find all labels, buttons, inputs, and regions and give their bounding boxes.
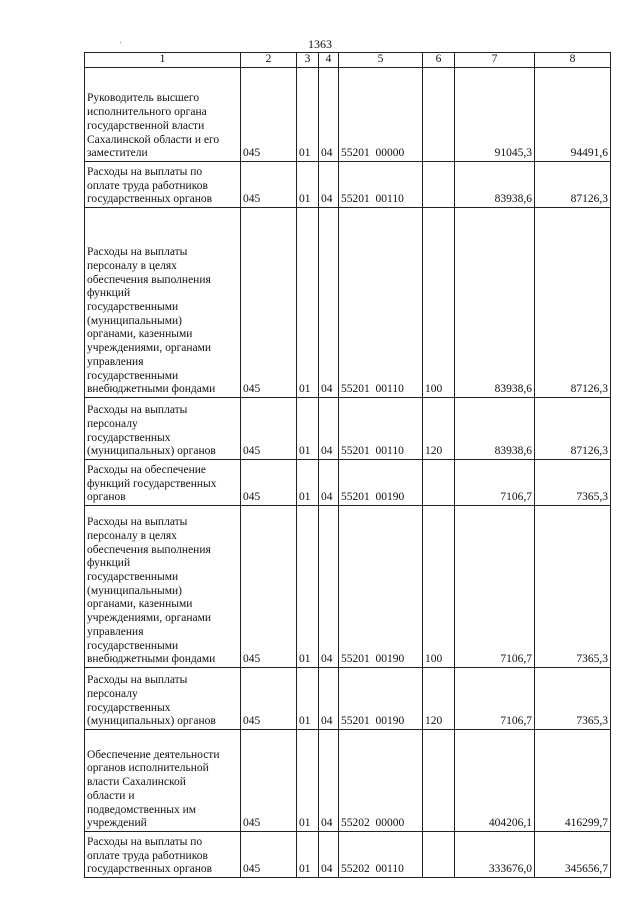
amount-year-1: 7106,7 <box>455 460 535 506</box>
subsection-code: 04 <box>319 460 339 506</box>
target-article: 55202 00110 <box>339 832 423 878</box>
expense-type: 120 <box>423 668 455 730</box>
section-code: 01 <box>297 730 319 832</box>
amount-year-2: 87126,3 <box>535 398 611 460</box>
section-code: 01 <box>297 506 319 668</box>
table-row <box>85 162 611 208</box>
subsection-code: 04 <box>319 68 339 162</box>
section-code: 01 <box>297 460 319 506</box>
amount-year-1: 91045,3 <box>455 68 535 162</box>
table-row <box>85 668 611 730</box>
column-header-1: 1 <box>85 53 241 68</box>
row-name: Расходы на выплаты по оплате труда работников государственных органов <box>85 162 241 208</box>
amount-year-1: 83938,6 <box>455 162 535 208</box>
table-row <box>85 460 611 506</box>
target-article: 55201 00190 <box>339 506 423 668</box>
column-header-3: 3 <box>297 53 319 68</box>
amount-year-1: 333676,0 <box>455 832 535 878</box>
ministry-code: 045 <box>241 68 297 162</box>
target-article: 55201 00110 <box>339 398 423 460</box>
section-code: 01 <box>297 208 319 398</box>
table-body <box>85 68 611 878</box>
ministry-code: 045 <box>241 832 297 878</box>
amount-year-2: 7365,3 <box>535 668 611 730</box>
amount-year-2: 416299,7 <box>535 730 611 832</box>
table-header <box>85 53 611 68</box>
column-header-7: 7 <box>455 53 535 68</box>
ministry-code: 045 <box>241 506 297 668</box>
amount-year-1: 83938,6 <box>455 398 535 460</box>
table-row <box>85 68 611 162</box>
column-header-2: 2 <box>241 53 297 68</box>
column-header-8: 8 <box>535 53 611 68</box>
amount-year-2: 345656,7 <box>535 832 611 878</box>
table-row <box>85 398 611 460</box>
subsection-code: 04 <box>319 730 339 832</box>
amount-year-1: 7106,7 <box>455 668 535 730</box>
ministry-code: 045 <box>241 668 297 730</box>
subsection-code: 04 <box>319 668 339 730</box>
ministry-code: 045 <box>241 398 297 460</box>
row-name: Расходы на выплаты персоналу государственных (муниципальных) органов <box>85 668 241 730</box>
target-article: 55201 00190 <box>339 668 423 730</box>
ministry-code: 045 <box>241 730 297 832</box>
expense-type <box>423 730 455 832</box>
subsection-code: 04 <box>319 398 339 460</box>
amount-year-2: 7365,3 <box>535 460 611 506</box>
expense-type <box>423 460 455 506</box>
row-name: Расходы на выплаты персоналу в целях обеспечения выполнения функций государственными (муниципальными) органами, казенными учреждениями, органами управления государственными внебюджетными фондами <box>85 208 241 398</box>
ministry-code: 045 <box>241 208 297 398</box>
budget-table <box>84 52 611 878</box>
amount-year-1: 83938,6 <box>455 208 535 398</box>
row-name: Расходы на выплаты персоналу в целях обеспечения выполнения функций государственными (муниципальными) органами, казенными учреждениями, органами управления государственными внебюджетными фондами <box>85 506 241 668</box>
section-code: 01 <box>297 398 319 460</box>
column-header-6: 6 <box>423 53 455 68</box>
ministry-code: 045 <box>241 460 297 506</box>
row-name: Расходы на обеспечение функций государственных органов <box>85 460 241 506</box>
table-row <box>85 730 611 832</box>
target-article: 55201 00000 <box>339 68 423 162</box>
expense-type <box>423 832 455 878</box>
ministry-code: 045 <box>241 162 297 208</box>
amount-year-2: 7365,3 <box>535 506 611 668</box>
header-row <box>85 53 611 68</box>
expense-type: 120 <box>423 398 455 460</box>
target-article: 55201 00190 <box>339 460 423 506</box>
target-article: 55201 00110 <box>339 162 423 208</box>
subsection-code: 04 <box>319 506 339 668</box>
subsection-code: 04 <box>319 208 339 398</box>
column-header-4: 4 <box>319 53 339 68</box>
table-row <box>85 208 611 398</box>
amount-year-2: 87126,3 <box>535 162 611 208</box>
expense-type <box>423 68 455 162</box>
amount-year-1: 404206,1 <box>455 730 535 832</box>
amount-year-2: 94491,6 <box>535 68 611 162</box>
section-code: 01 <box>297 668 319 730</box>
target-article: 55202 00000 <box>339 730 423 832</box>
expense-type <box>423 162 455 208</box>
section-code: 01 <box>297 832 319 878</box>
table-row <box>85 506 611 668</box>
row-name: Руководитель высшего исполнительного органа государственной власти Сахалинской области и его заместители <box>85 68 241 162</box>
row-name: Расходы на выплаты по оплате труда работников государственных органов <box>85 832 241 878</box>
section-code: 01 <box>297 162 319 208</box>
expense-type: 100 <box>423 208 455 398</box>
expense-type: 100 <box>423 506 455 668</box>
row-name: Расходы на выплаты персоналу государственных (муниципальных) органов <box>85 398 241 460</box>
target-article: 55201 00110 <box>339 208 423 398</box>
subsection-code: 04 <box>319 162 339 208</box>
subsection-code: 04 <box>319 832 339 878</box>
section-code: 01 <box>297 68 319 162</box>
page-number: 1363 <box>308 37 332 51</box>
table-row <box>85 832 611 878</box>
amount-year-2: 87126,3 <box>535 208 611 398</box>
column-header-5: 5 <box>339 53 423 68</box>
amount-year-1: 7106,7 <box>455 506 535 668</box>
row-name: Обеспечение деятельности органов исполнительной власти Сахалинской области и подведомственных им учреждений <box>85 730 241 832</box>
scan-speck: ' <box>120 40 122 50</box>
